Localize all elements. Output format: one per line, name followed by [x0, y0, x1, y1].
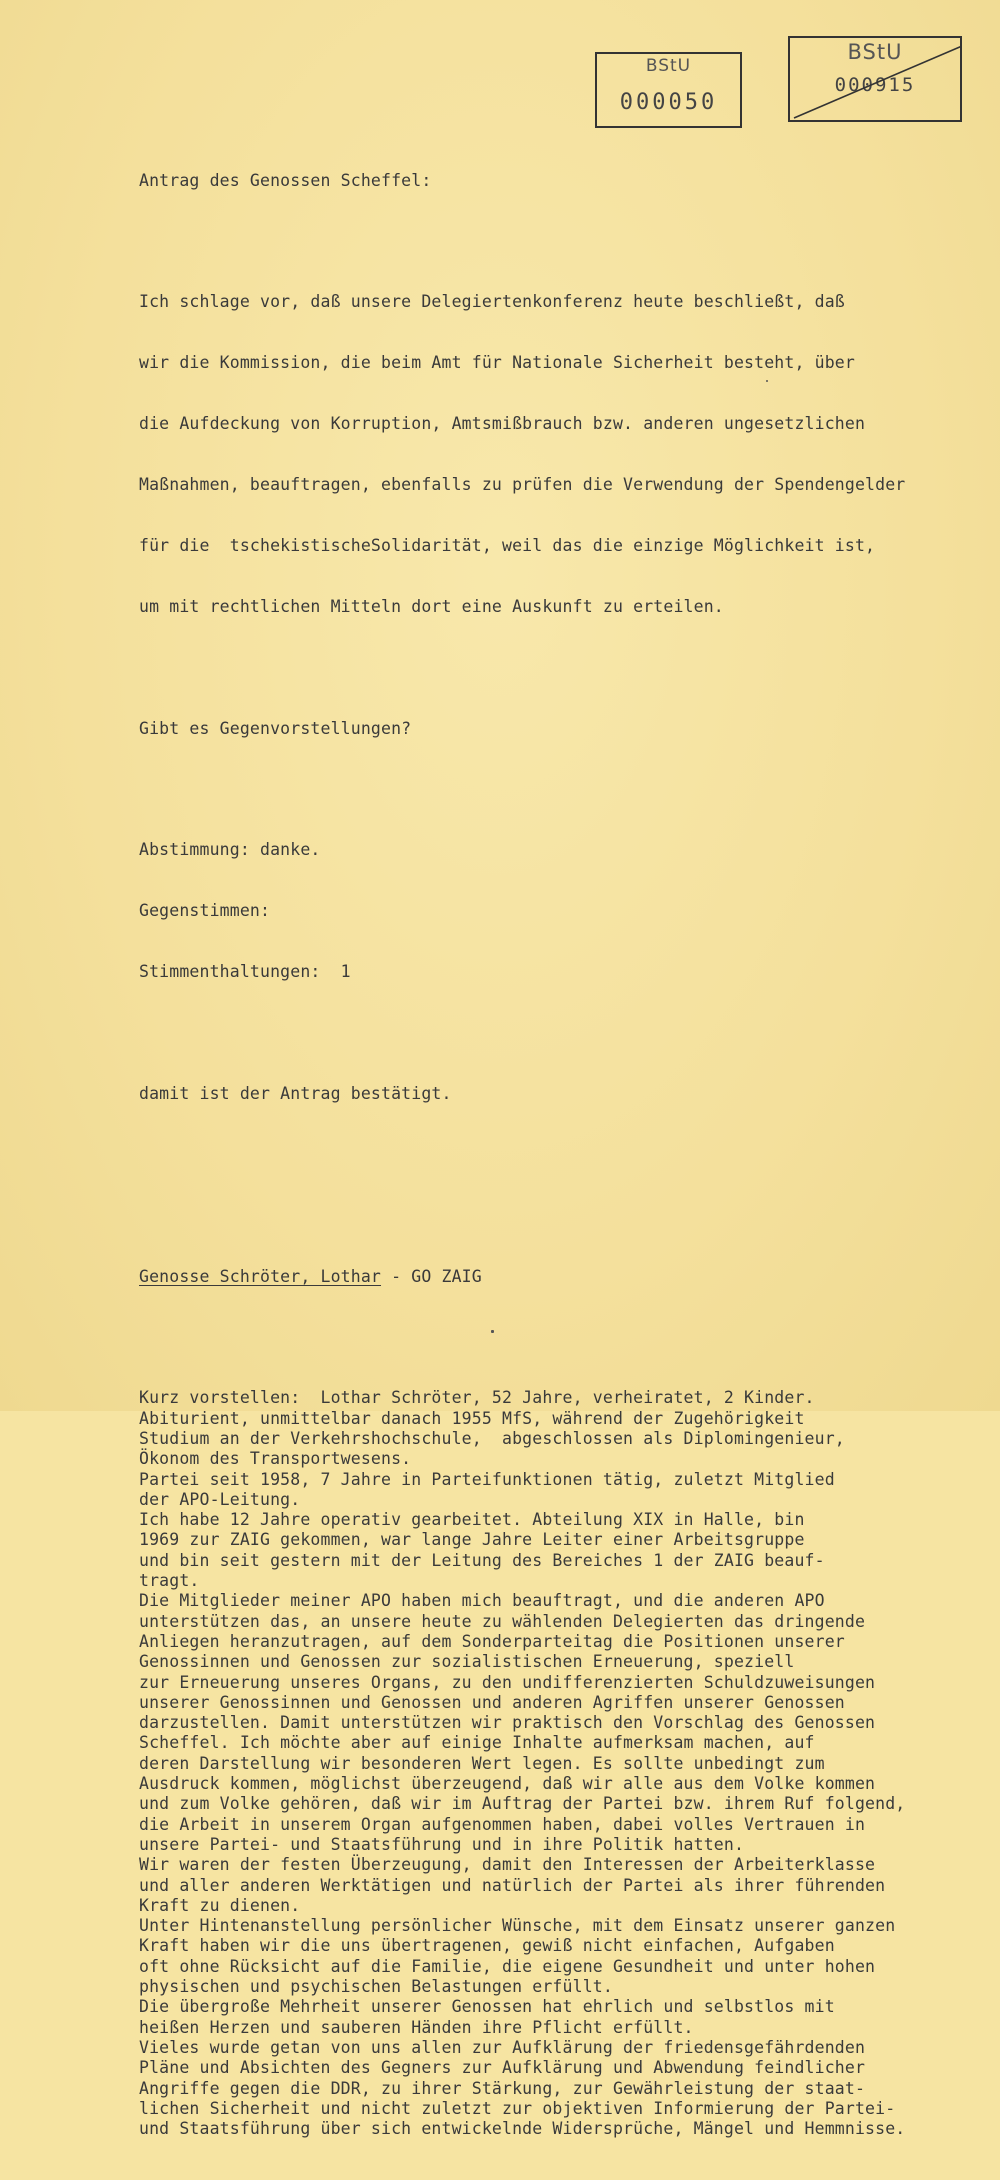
speech-line: Ökonom des Transportwesens.	[139, 1449, 412, 1469]
motion-text-line: Ich schlage vor, daß unsere Delegiertenkonferenz heute beschließt, daß	[139, 292, 845, 312]
speech-line: Partei seit 1958, 7 Jahre in Parteifunktionen tätig, zuletzt Mitglied	[139, 1469, 835, 1489]
speech-line: darzustellen. Damit unterstützen wir praktisch den Vorschlag des Genossen	[139, 1713, 876, 1733]
strikethrough-line-icon	[790, 38, 960, 120]
speech-line: Studium an der Verkehrshochschule, abgeschlossen als Diplomingenieur,	[139, 1429, 845, 1448]
speech-line: Kurz vorstellen: Lothar Schröter, 52 Jahre, verheiratet, 2 Kinder.	[139, 1388, 815, 1408]
speech-line: 1969 zur ZAIG gekommen, war lange Jahre Leiter einer Arbeitsgruppe	[139, 1530, 805, 1550]
archive-stamp-secondary	[788, 36, 962, 122]
speech-line: Vieles wurde getan von uns allen zur Aufklärung der friedensgefährdenden	[139, 2037, 866, 2057]
speech-line: die Arbeit in unserem Organ aufgenommen haben, dabei volles Vertrauen in	[139, 1814, 866, 1834]
speech-line: Ich habe 12 Jahre operativ gearbeitet. Abteilung XIX in Halle, bin	[139, 1510, 805, 1530]
vote-line: Stimmenthaltungen: 1	[139, 962, 351, 982]
motion-text-line: Maßnahmen, beauftragen, ebenfalls zu prüfen die Verwendung der Spendengelder	[139, 475, 906, 495]
vote-line: Abstimmung: danke.	[139, 840, 321, 860]
speech-line: und Staatsführung über sich entwickelnde Widersprüche, Mängel und Hemmnisse.	[139, 2119, 906, 2139]
speech-line: und zum Volke gehören, daß wir im Auftrag der Partei bzw. ihrem Ruf folgend,	[139, 1794, 906, 1814]
speech-line: Angriffe gegen die DDR, zu ihrer Stärkung, zur Gewährleistung der staat-	[139, 2078, 866, 2098]
speech-line: Scheffel. Ich möchte aber auf einige Inhalte aufmerksam machen, auf	[139, 1733, 815, 1753]
paper-speck	[766, 380, 768, 382]
paper-speck	[491, 1330, 494, 1333]
speech-line: lichen Sicherheit und nicht zuletzt zur objektiven Informierung der Partei-	[139, 2098, 896, 2118]
speech-line: der APO-Leitung.	[139, 1489, 301, 1509]
stamp-number: 000915	[834, 74, 916, 96]
speech-line: unserer Genossinnen und Genossen und anderen Agriffen unserer Genossen	[139, 1692, 845, 1712]
vote-line: Gegenstimmen:	[139, 901, 271, 921]
speech-line: Pläne und Absichten des Gegners zur Aufklärung und Abwendung feindlicher	[139, 2058, 866, 2078]
speech-line: heißen Herzen und sauberen Händen ihre Pflicht erfüllt.	[139, 2017, 694, 2037]
speech-line: Die übergroße Mehrheit unserer Genossen hat ehrlich und selbstlos mit	[139, 1997, 835, 2017]
speech-line: Kraft haben wir die uns übertragenen, gewiß nicht einfachen, Aufgaben	[139, 1936, 835, 1956]
speech-line: Abiturient, unmittelbar danach 1955 MfS, während der Zugehörigkeit	[139, 1408, 805, 1428]
speech-line: und aller anderen Werktätigen und natürlich der Partei als ihrer führenden	[139, 1875, 886, 1895]
document-text	[139, 130, 939, 2180]
motion-text-line: die Aufdeckung von Korruption, Amtsmißbrauch bzw. anderen ungesetzlichen	[139, 414, 866, 434]
speech-line: deren Darstellung wir besonderen Wert legen. Es sollte unbedingt zum	[139, 1753, 825, 1773]
speech-line: physischen und psychischen Belastungen erfüllt.	[139, 1977, 613, 1997]
speech-line: tragt.	[139, 1571, 200, 1591]
speech-body	[139, 1388, 939, 2139]
motion-text-line: um mit rechtlichen Mitteln dort eine Auskunft zu erteilen.	[139, 596, 724, 616]
speech-line: Die Mitglieder meiner APO haben mich beauftragt, und die anderen APO	[139, 1591, 825, 1611]
motion-result: damit ist der Antrag bestätigt.	[139, 1083, 452, 1103]
speech-line: Anliegen heranzutragen, auf dem Sonderparteitag die Positionen unserer	[139, 1631, 845, 1651]
motion-title: Antrag des Genossen Scheffel:	[139, 170, 432, 190]
speech-line: Kraft zu dienen.	[139, 1895, 301, 1915]
stamp-label: BStU	[645, 56, 692, 76]
speech-line: Genossinnen und Genossen zur sozialistischen Erneuerung, speziell	[139, 1652, 795, 1672]
speech-line: Ausdruck kommen, möglichst überzeugend, daß wir alle aus dem Volke kommen	[139, 1774, 876, 1794]
speaker-unit: - GO ZAIG	[381, 1266, 482, 1286]
stamp-number: 000050	[619, 90, 718, 115]
speech-line: und bin seit gestern mit der Leitung des Bereiches 1 der ZAIG beauf-	[139, 1550, 825, 1570]
motion-text-line: wir die Kommission, die beim Amt für Nationale Sicherheit besteht, über	[139, 353, 855, 373]
speech-line: Wir waren der festen Überzeugung, damit den Interessen der Arbeiterklasse	[139, 1855, 876, 1875]
archive-stamp-primary	[595, 52, 742, 128]
motion-text-line: für die tschekistischeSolidarität, weil das die einzige Möglichkeit ist,	[139, 535, 876, 555]
speech-line: zur Erneuerung unseres Organs, zu den undifferenzierten Schuldzuweisungen	[139, 1672, 876, 1692]
stamp-label: BStU	[847, 40, 903, 64]
speech-line: unsere Partei- und Staatsführung und in ihre Politik hatten.	[139, 1834, 745, 1854]
objection-question: Gibt es Gegenvorstellungen?	[139, 718, 412, 738]
speech-line: oft ohne Rücksicht auf die Familie, die eigene Gesundheit und unter hohen	[139, 1956, 876, 1976]
speaker-name: Genosse Schröter, Lothar	[139, 1266, 382, 1286]
speaker-heading	[139, 1267, 939, 1287]
speech-line: Unter Hintenanstellung persönlicher Wünsche, mit dem Einsatz unserer ganzen	[139, 1916, 896, 1936]
speech-line: unterstützen das, an unsere heute zu wählenden Delegierten das dringende	[139, 1611, 866, 1631]
